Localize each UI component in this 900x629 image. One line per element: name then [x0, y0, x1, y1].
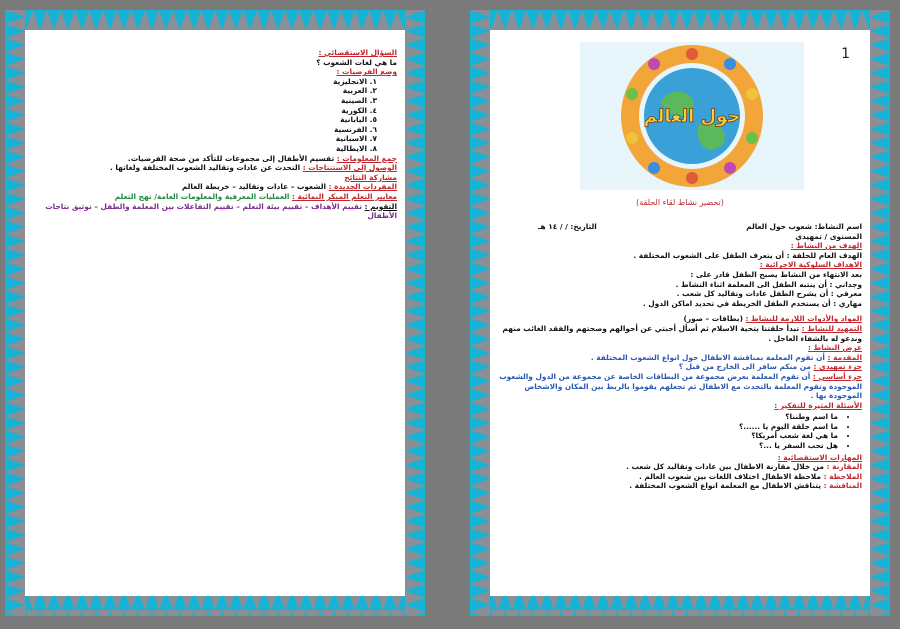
- after-activity-text: بعد الانتهاء من النشاط يصبح الطفل قادر على :: [690, 269, 862, 279]
- tools-row: [498, 314, 862, 324]
- observe-label: الملاحظة :: [823, 471, 862, 481]
- question-item: • ما اسم وطننا؟: [498, 412, 838, 422]
- evaluation-row: [33, 202, 397, 221]
- standards-row: [33, 192, 397, 202]
- hypothesis-item: ٤. الكورية: [341, 105, 377, 115]
- standards-label: معايير التعلم المبكر النمائية :: [292, 191, 397, 201]
- core-row: [498, 372, 862, 401]
- prep-label: جزء تمهيدي :: [813, 362, 862, 372]
- banner-title: حول العالم: [643, 106, 741, 127]
- intro-text: تبدأ حلقتنا بتحية الاسلام ثم أسأل أحبتي عن أحوالهم وصحتهم والفقد الغائب منهم وندعو له بالشفاء العاجل .: [502, 323, 862, 343]
- document-page-left: [5, 10, 425, 616]
- thinking-questions-label: الأسئلة المثيرة للتفكير :: [774, 400, 862, 410]
- activity-header-row: [498, 222, 862, 232]
- question-item: • هل تحب السفر يا ...؟: [498, 441, 838, 451]
- discuss-label: المناقشة :: [823, 481, 862, 491]
- info-gathering-text: تقسيم الأطفال إلى مجموعات للتأكد من صحة الفرضيات.: [127, 153, 335, 163]
- core-text: أن تقوم المعلمة بعرض مجموعة من البطاقات الخاصة عن مجموعة من الدول والشعوب الموجودة وتقوم المعلمة بالتحدث مع الاطفال ثم تجعلهم يقوموا بالربط بين المكان والاشخاص الموجودة بها .: [499, 371, 862, 401]
- opening-row: [498, 353, 862, 363]
- compare-label: المقارنة :: [826, 462, 862, 472]
- date-label: التاريخ: / / ١٤ هـ: [538, 222, 597, 231]
- page-number: 1: [841, 46, 850, 62]
- vocabulary-label: المفردات الجديدة :: [328, 182, 397, 192]
- compare-text: من خلال مقارنة الاطفال بين عادات وتقاليد كل شعب .: [626, 462, 825, 472]
- behavioral-goals-label: الاهداف السلوكية الاجرائية :: [759, 260, 862, 270]
- opening-text: أن تقوم المعلمة بمناقشة الاطفال حول انواع الشعوب المختلفة .: [590, 352, 825, 362]
- standards-text: العمليات المعرفية والمعلومات العامة/ نهج التعلم: [114, 191, 290, 201]
- share-results-label: مشاركة النتائج: [344, 172, 397, 182]
- hypothesis-item: ٢. العربية: [342, 86, 377, 96]
- around-the-world-banner: [580, 42, 804, 190]
- inquiry-skills-label: المهارات الاستقصائية :: [777, 452, 862, 462]
- activity-name: اسم النشاط: شعوب حول العالم: [746, 222, 862, 231]
- tools-text: (بطاقات – صور): [683, 314, 743, 324]
- inquiry-question-label: السؤال الاستقصائي :: [318, 48, 397, 57]
- prep-text: من منكم سافر الى الخارج من قبل ؟: [678, 362, 811, 372]
- info-gathering-label: جمع المعلومات :: [336, 153, 397, 163]
- observe-row: [498, 472, 862, 482]
- thinking-questions-list: [498, 412, 862, 450]
- prep-row: [498, 362, 862, 372]
- tools-label: المواد والأدوات اللازمة للنشاط :: [745, 314, 862, 324]
- right-page-content: [498, 222, 862, 588]
- hypothesis-item: ٧. الاسبانية: [335, 134, 377, 144]
- hypothesis-item: ٨. الايطالية: [336, 143, 377, 153]
- document-page-right: [470, 10, 890, 616]
- goal-affective: وجداني : أن ينتبه الطفل الى المعلمة اثناء النشاط .: [675, 279, 862, 289]
- compare-row: [498, 462, 862, 472]
- plan-title: (تحضير نشاط لقاء الحلقة): [636, 198, 724, 207]
- conclusions-text: التحدث عن عادات وتقاليد الشعوب المختلفة ولغاتها .: [109, 163, 301, 173]
- intro-row: [498, 324, 862, 343]
- goals-label: الهدف من النشاط :: [790, 241, 862, 251]
- intro-label: التمهيد للنشاط :: [801, 323, 862, 333]
- goal-cognitive: معرفي : أن يشرح الطفل عادات وتقاليد كل شعب .: [676, 289, 862, 299]
- question-item: • ما اسم حلقة اليوم يا ......؟: [498, 422, 838, 432]
- opening-label: المقدمة :: [827, 352, 862, 362]
- level-label: المستوى / تمهيدي: [795, 231, 862, 241]
- core-label: جزء أساسي :: [812, 371, 862, 381]
- conclusions-row: [33, 163, 397, 173]
- hypothesis-item: ٣. الصينية: [340, 95, 377, 105]
- presentation-label: عرض النشاط :: [808, 343, 862, 353]
- evaluation-label: التقويم :: [364, 201, 397, 211]
- evaluation-text: تقييم الأهداف – تقييم بيئة التعلم – تقييم التفاعلات بين المعلمة والطفل – توثيق نتاجات الأطفال: [45, 201, 397, 221]
- conclusions-label: الوصول إلى الاستنتاجات :: [302, 163, 397, 173]
- hypothesis-item: ١. الانجليزية: [333, 76, 377, 86]
- hypotheses-list: [33, 77, 397, 154]
- left-page-content: [33, 48, 397, 588]
- goal-skill: مهاري : أن يستخدم الطفل الخريطة في تحديد اماكن الدول .: [642, 298, 862, 308]
- hypothesis-item: ٦. الفرنسية: [334, 124, 377, 134]
- vocabulary-row: [33, 182, 397, 192]
- hypothesis-item: ٥. اليابانية: [340, 115, 377, 125]
- hypotheses-label: وضع الفرضيات :: [336, 67, 397, 77]
- inquiry-question-text: ما هي لغات الشعوب ؟: [316, 57, 397, 67]
- observe-text: ملاحظة الاطفال اختلاف اللغات بين شعوب العالم .: [638, 471, 821, 481]
- question-item: • ما هي لغة شعب أمريكا؟: [498, 431, 838, 441]
- discuss-text: يتناقش الاطفال مع المعلمة انواع الشعوب المختلفة .: [629, 481, 821, 491]
- vocabulary-text: الشعوب – عادات وتقاليد – خريطة العالم: [181, 182, 327, 192]
- info-gathering-row: [33, 154, 397, 164]
- general-goal: الهدف العام للحلقة : أن يتعرف الطفل على الشعوب المختلفة .: [633, 250, 862, 260]
- discuss-row: [498, 481, 862, 491]
